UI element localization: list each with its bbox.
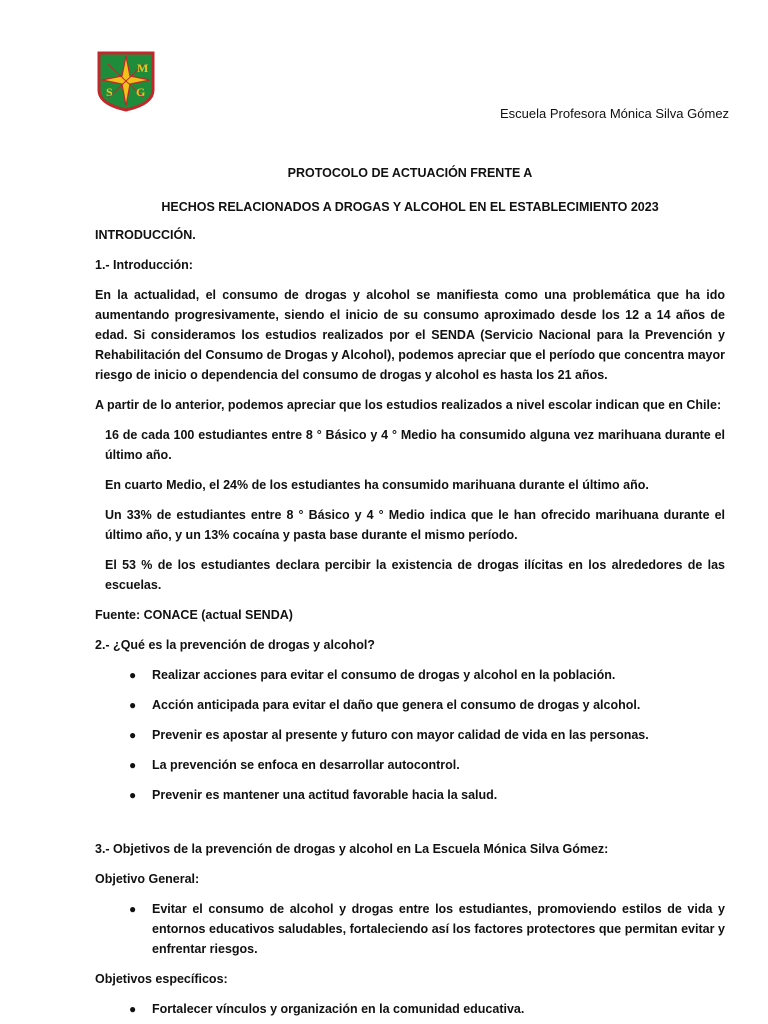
list-item: ● Acción anticipada para evitar el daño que genera el consumo de drogas y alcohol. [95, 695, 725, 715]
stat-item: El 53 % de los estudiantes declara percibir la existencia de drogas ilícitas en los alrededores de las escuelas. [105, 558, 725, 592]
title-line-1: PROTOCOLO DE ACTUACIÓN FRENTE A [287, 166, 533, 180]
general-objective-heading: Objetivo General: [95, 872, 200, 886]
stat-item: En cuarto Medio, el 24% de los estudiantes ha consumido marihuana durante el último año. [105, 478, 649, 492]
list-item: ● Prevenir es apostar al presente y futuro con mayor calidad de vida en las personas. [95, 725, 725, 745]
list-item: ● Realizar acciones para evitar el consumo de drogas y alcohol en la población. [95, 665, 725, 685]
school-logo [96, 50, 156, 112]
specific-objectives-list [95, 999, 725, 1019]
section-1-paragraph-1: En la actualidad, el consumo de drogas y alcohol se manifiesta como una problemática que ha ido aumentando progresivamente, siendo el inicio de su consumo aproximado desde los 12 a 14 años de edad. Si consideramos los estudios realizados por el SENDA (Servicio Nacional para la Prevención y Rehabilitación del Consumo de Drogas y Alcohol), podemos apreciar que el período que concentra mayor riesgo de inicio o dependencia del consumo de drogas y alcohol es hasta los 21 años. [95, 288, 725, 382]
document-body [95, 163, 725, 1019]
list-item: ● Prevenir es mantener una actitud favorable hacia la salud. [95, 785, 725, 805]
stat-item: 16 de cada 100 estudiantes entre 8 ° Básico y 4 ° Medio ha consumido alguna vez marihuana durante el último año. [105, 428, 725, 462]
school-name: Escuela Profesora Mónica Silva Gómez [500, 106, 730, 121]
bullet-icon: ● [129, 788, 137, 802]
title-line-2: HECHOS RELACIONADOS A DROGAS Y ALCOHOL EN EL ESTABLECIMIENTO 2023 [161, 200, 659, 214]
logo-letter-s: S [106, 85, 113, 99]
section-2-heading: 2.- ¿Qué es la prevención de drogas y alcohol? [95, 638, 375, 652]
section-1-paragraph-2: A partir de lo anterior, podemos apreciar que los estudios realizados a nivel escolar indican que en Chile: [95, 398, 722, 412]
bullet-icon: ● [129, 758, 137, 772]
logo-letter-m: M [137, 61, 149, 75]
list-item: ● Fortalecer vínculos y organización en la comunidad educativa. [95, 999, 725, 1019]
section-1-heading: 1.- Introducción: [95, 258, 193, 272]
source-note: Fuente: CONACE (actual SENDA) [95, 608, 293, 622]
section-3-heading: 3.- Objetivos de la prevención de drogas y alcohol en La Escuela Mónica Silva Gómez: [95, 842, 609, 856]
list-item: ● La prevención se enfoca en desarrollar autocontrol. [95, 755, 725, 775]
stat-item: Un 33% de estudiantes entre 8 ° Básico y 4 ° Medio indica que le han ofrecido marihuana durante el último año, y un 13% cocaína y pasta base durante el mismo período. [105, 508, 725, 542]
specific-objectives-heading: Objetivos específicos: [95, 972, 228, 986]
bullet-icon: ● [129, 902, 137, 916]
bullet-icon: ● [129, 668, 137, 682]
list-item: ● Evitar el consumo de alcohol y drogas entre los estudiantes, promoviendo estilos de vida y entornos educativos saludables, fortaleciendo así los factores protectores que permitan evitar y enfrentar riesgos. [95, 899, 725, 959]
bullet-icon: ● [129, 1002, 137, 1016]
bullet-icon: ● [129, 728, 137, 742]
bullet-icon: ● [129, 698, 137, 712]
statistics-list [95, 425, 725, 595]
prevention-bullet-list [95, 665, 725, 805]
logo-letter-g: G [136, 85, 146, 99]
intro-heading: INTRODUCCIÓN. [95, 228, 196, 242]
general-objective-list [95, 899, 725, 959]
